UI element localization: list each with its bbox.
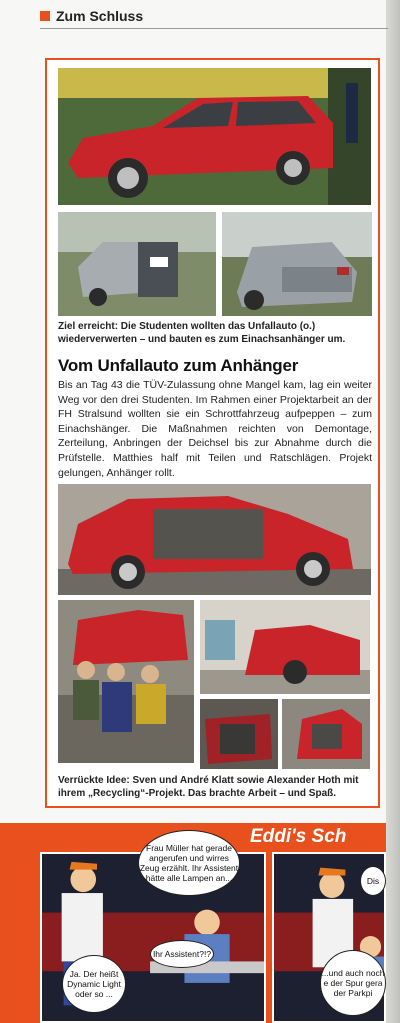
photo-trailer-rear (222, 212, 372, 316)
caption-top: Ziel erreicht: Die Studenten wollten das Unfallauto (o.) wiederverwerten – und bauten es zum Einachsanhänger um. (58, 321, 346, 345)
section-marker-icon (40, 11, 50, 21)
article-headline: Vom Unfallauto zum Anhänger (58, 356, 299, 375)
speech-bubble-3: Ja. Der heißt Dynamic Light oder so ... (62, 955, 126, 1013)
comic-title: Eddi's Sch (250, 826, 347, 847)
speech-bubble-1: Frau Müller hat gerade angerufen und wirres Zeug erzählt. Ihr Assistent hätte alle Lampen an... (138, 830, 240, 896)
speech-bubble-4: Dis (360, 866, 386, 896)
photo-interior-work (200, 699, 278, 769)
photo-trailer-open (58, 212, 216, 316)
section-header (40, 8, 143, 24)
photo-crashed-car (58, 68, 371, 205)
caption-bottom: Verrückte Idee: Sven und André Klatt sowie Alexander Hoth mit ihrem „Recycling“-Projekt. Das brachte Arbeit – und Spaß. (58, 775, 359, 799)
photo-cut-body (282, 699, 370, 769)
photo-car-cutaway (58, 484, 371, 595)
photo-students (58, 600, 194, 763)
section-title: Zum Schluss (56, 8, 144, 24)
photo-workshop-trailer (200, 600, 370, 694)
header-rule (40, 28, 388, 29)
speech-bubble-5: ...und auch noch e der Spur gera der Parkpi (320, 950, 386, 1016)
speech-bubble-2: Ihr Assistent?!? (150, 940, 214, 968)
article-body: Bis an Tag 43 die TÜV-Zulassung ohne Mangel kam, lag ein weiter Weg vor den drei Studenten. Im Rahmen einer Projektarbeit an der FH Stralsund wollten sie ein Schrottfahrzeug aufpeppen – zum Einachshänger. Die Maßnahmen reichten von Demontage, Zerteilung, Anbringen der Deichsel bis zur Abnahme durch die Prüfstelle. Matthies half mit Teilen und Ratschlägen. Projekt gelungen, Anhänger rollt. (58, 379, 372, 479)
page-spine (386, 0, 400, 1023)
